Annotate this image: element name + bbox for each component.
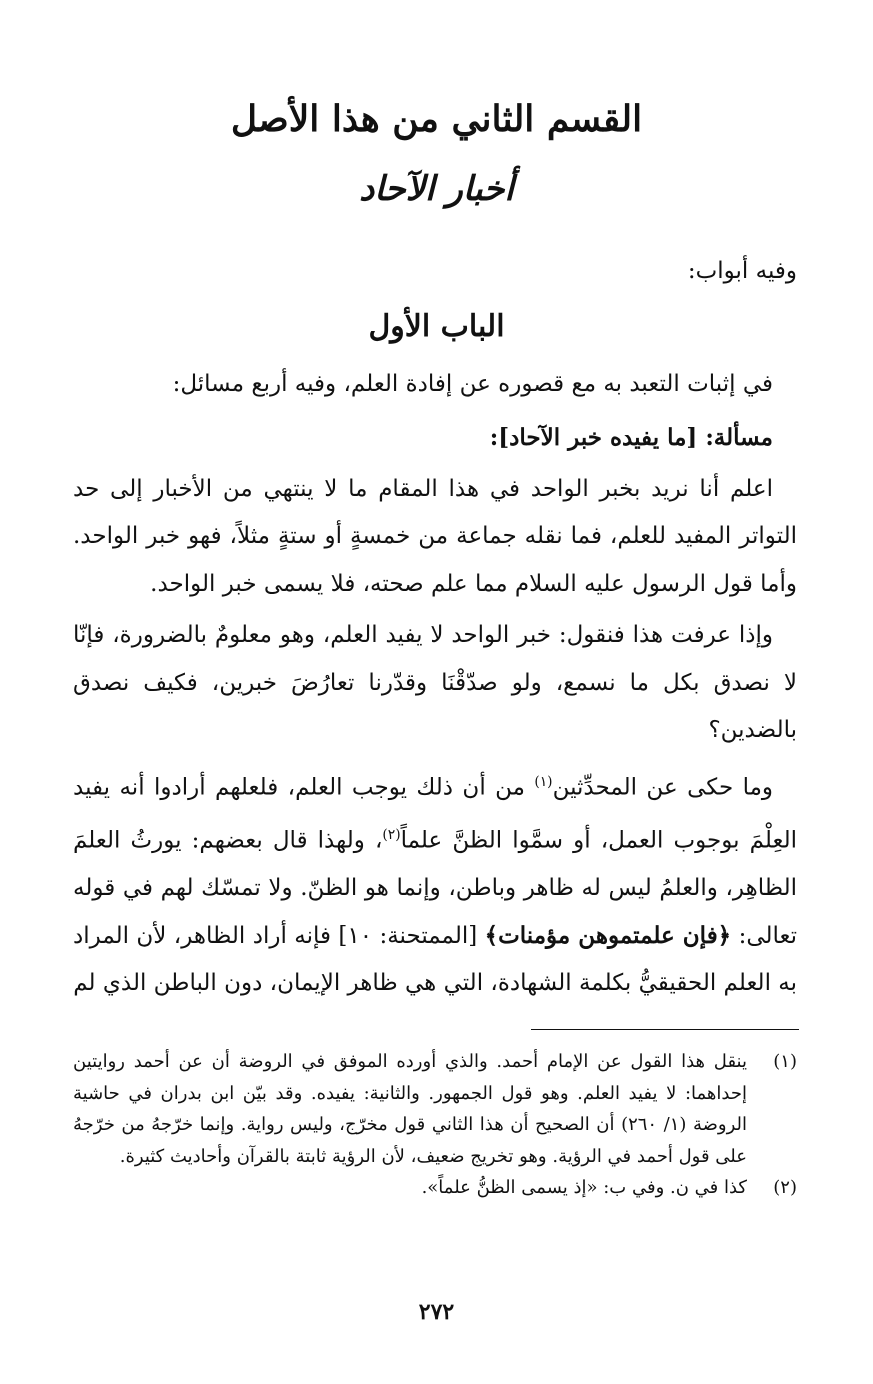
footnote-2-text: كذا في ن. وفي ب: «إذ يسمى الظنُّ علماً». bbox=[421, 1177, 747, 1198]
paragraph-3-part-d: [الممتحنة: ١٠] فإنه أراد الظاهر، لأن المراد به العلم الحقيقيُّ بكلمة الشهادة، التي هي ظاهر الإيمان، دون الباطن الذي لم bbox=[73, 923, 797, 997]
issue-heading: مسألة: [ما يفيده خبر الآحاد]: bbox=[489, 424, 773, 451]
footnote-1-number: (١) bbox=[773, 1051, 797, 1072]
paragraph-2: وإذا عرفت هذا فنقول: خبر الواحد لا يفيد العلم، وهو معلومٌ بالضرورة، فإنّا لا نصدق بكل ما نسمع، ولو صدّقْنَا وقدّرنا تعارُضَ خبرين، فكيف نصدق بالضدين؟ bbox=[73, 622, 797, 744]
footnote-2 bbox=[73, 1172, 797, 1204]
footnote-1 bbox=[73, 1046, 797, 1172]
footnote-ref-1[interactable]: (١) bbox=[534, 773, 553, 790]
paragraph-3 bbox=[73, 759, 797, 1008]
quran-quote: ﴿فإن علمتموهن مؤمنات﴾ bbox=[484, 922, 732, 950]
paragraph-3-part-b: من أن ذلك يوجب العلم، فلعلهم أرادوا أنه يفيد العِلْمَ بوجوب العمل، أو سمَّوا الظنَّ علماً bbox=[73, 774, 798, 854]
footnote-1-text: ينقل هذا القول عن الإمام أحمد. والذي أورده الموفق في الروضة أن عن أحمد روايتين إحداهما: لا يفيد العلم. وهو قول الجمهور. والثانية: يفيده. وقد بيّن ابن بدران في حاشية الروضة (١/ ٢٦٠) أن الصحيح أن هذا الثاني قول مخرّج، وليس رواية. وإنما خرّجهُ من خرّجهُ على قول أحمد في الرؤية. وهو تخريج ضعيف، لأن الرؤية ثابتة بالقرآن وأحاديث كثيرة. bbox=[73, 1051, 747, 1167]
section-title: القسم الثاني من هذا الأصل bbox=[230, 98, 643, 140]
footnotes bbox=[73, 1046, 797, 1204]
main-text bbox=[73, 466, 797, 1012]
chapter-title: الباب الأول bbox=[368, 309, 505, 344]
chapter-topic: في إثبات التعبد به مع قصوره عن إفادة العلم، وفيه أربع مسائل: bbox=[172, 371, 773, 397]
intro-line: وفيه أبواب: bbox=[687, 258, 797, 284]
paragraph-1: اعلم أنا نريد بخبر الواحد في هذا المقام ما لا ينتهي من الأخبار إلى حد التواتر المفيد للعلم، فما نقله جماعة من خمسةٍ أو ستةٍ مثلاً، فهو خبر الواحد. وأما قول الرسول عليه السلام مما علم صحته، فلا يسمى خبر الواحد. bbox=[73, 476, 797, 597]
footnote-divider bbox=[531, 1029, 799, 1030]
paragraph-3-part-c: ، ولهذا قال بعضهم: يورثُ العلمَ الظاهِر، والعلمُ ليس له ظاهر وباطن، وإنما هو الظنّ. ولا تمسّك لهم في قوله تعالى: bbox=[73, 827, 797, 950]
paragraph-3-part-a: وما حكى عن المحدِّثين bbox=[552, 774, 774, 801]
section-subtitle: أخبار الآحاد bbox=[359, 169, 514, 209]
footnote-ref-2[interactable]: (٢) bbox=[382, 826, 401, 843]
page-number: ٢٧٢ bbox=[418, 1299, 455, 1325]
footnote-2-number: (٢) bbox=[773, 1177, 797, 1198]
